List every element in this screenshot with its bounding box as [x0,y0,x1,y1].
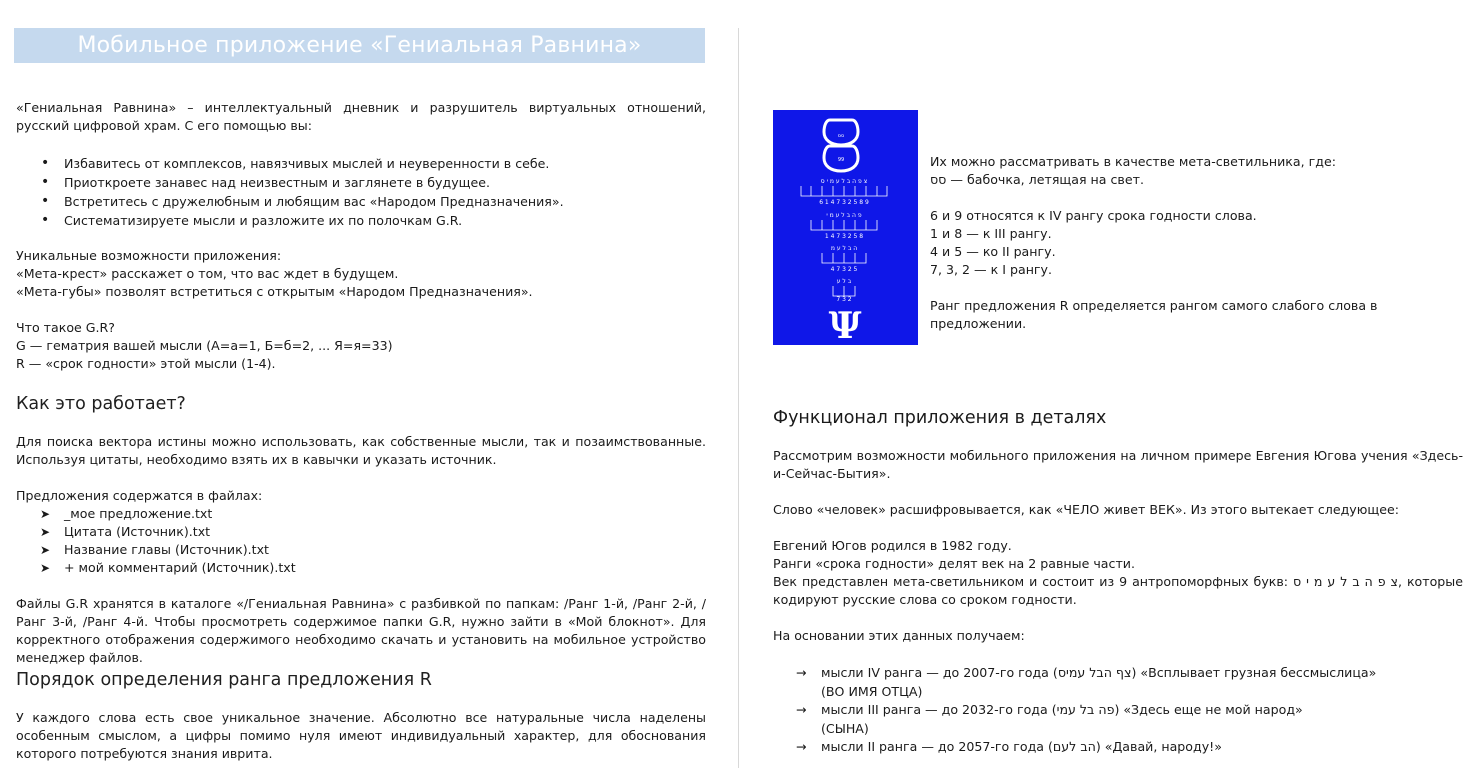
list-item: ➤ _мое предложение.txt [40,506,213,521]
list-item-sub: (ВО ИМЯ ОТЦА) [821,683,923,699]
lamp-digits-3: 7 3 2 [836,296,852,303]
feature-meta-cross: «Мета-крест» расскажет о том, что вас ждет в будущем. [16,266,399,281]
how-it-works-heading: Как это работает? [16,394,186,414]
svg-text:ה ב ל ע מ: ה ב ל ע מ [830,245,858,252]
arrow-bullet-icon: ➤ [40,543,51,557]
how-it-works-text: Для поиска вектора истины можно использовать, как собственные мысли, так и позаимствованные. Используя цитаты, необходимо взять их в кавычки и указать источник. [16,434,706,467]
benefits-list [64,154,564,230]
svg-text:פ ה ב ל ע מ י: פ ה ב ל ע מ י [826,212,862,219]
rank-3-line: 1 и 8 — к III рангу. [930,226,1052,241]
psi-icon: Ψ [828,305,862,345]
lamp-butterfly: סס — бабочка, летящая на свет. [930,172,1144,187]
list-item: → мысли IV ранга — до 2007-го года (צף הבל עמיס) «Всплывает грузная бессмыслица» [821,664,1461,683]
born-line: Евгений Югов родился в 1982 году. [773,538,1012,553]
arrow-bullet-icon: ➤ [40,561,51,575]
list-item: • Избавитесь от комплексов, навязчивых мыслей и неуверенности в себе. [64,154,564,173]
based-on-line: На основании этих данных получаем: [773,628,1025,643]
rank-4-line: 6 и 9 относятся к IV рангу срока годности слова. [930,208,1257,223]
right-page [739,0,1477,781]
thoughts-list [796,664,1461,757]
list-item: → мысли II ранга — до 2057-го года (הב לעם) «Давай, народу!» [821,738,1461,757]
list-item: ➤ + мой комментарий (Источник).txt [40,560,296,575]
list-item: • Систематизируете мысли и разложите их по полочкам G.R. [64,211,564,230]
svg-text:ב ל ע: ב ל ע [836,278,852,285]
feature-meta-lips: «Мета-губы» позволят встретиться с открытым «Народом Предназначения». [16,284,533,299]
functional-heading: Функционал приложения в деталях [773,408,1107,428]
rank-rule: Ранг предложения R определяется рангом самого слабого слова в предложении. [930,298,1378,331]
meta-lamp-graphic [773,110,918,345]
svg-text:צ פ ה ב ל ע מ י ס: צ פ ה ב ל ע מ י ס [820,178,868,185]
arrow-bullet-icon: ➤ [40,507,51,521]
features-title: Уникальные возможности приложения: [16,248,282,263]
meta-lamp-illustration [773,110,918,345]
document-title: Мобильное приложение «Гениальная Равнина» [14,28,705,63]
rank-2-line: 4 и 5 — ко II рангу. [930,244,1056,259]
list-item: ➤ Цитата (Источник).txt [40,524,211,539]
century-paragraph: Век представлен мета-светильником и состоит из 9 антропоморфных букв: צ פ ה ב ל ע מ י ס, которые кодируют русские слова со сроком годности. [773,574,1463,607]
lamp-row-9 [801,186,887,196]
files-intro: Предложения содержатся в файлах: [16,488,263,503]
right-arrow-icon: → [796,702,807,717]
right-arrow-icon: → [796,665,807,680]
lamp-digits-9: 6 1 4 7 3 2 5 8 9 [819,199,869,206]
lamp-row-7 [811,220,877,230]
rank-paragraph: У каждого слова есть свое уникальное значение. Абсолютно все натуральные числа наделены особенным смыслом, а цифры помимо нуля имеют индивидуальный характер, для обоснования которого потребуются знания иврита. [16,710,706,761]
list-item: • Приоткроете занавес над неизвестным и заглянете в будущее. [64,173,564,192]
functional-intro: Рассмотрим возможности мобильного приложения на личном примере Евгения Югова учения «Здесь-и-Сейчас-Бытия». [773,448,1463,481]
rank-order-heading: Порядок определения ранга предложения R [16,670,432,690]
svg-text:סס: סס [837,133,845,139]
list-item: → мысли III ранга — до 2032-го года (פה בל עמי) «Здесь еще не мой народ» [821,701,1461,720]
halves-line: Ранги «срока годности» делят век на 2 равные части. [773,556,1135,571]
files-list [40,505,296,577]
svg-text:99: 99 [837,157,845,163]
list-item-sub: (СЫНА) [821,720,869,736]
lamp-intro: Их можно рассматривать в качестве мета-светильника, где: [930,154,1336,169]
arrow-bullet-icon: ➤ [40,525,51,539]
rank-1-line: 7, 3, 2 — к I рангу. [930,262,1052,277]
list-item: ➤ Название главы (Источник).txt [40,542,269,557]
gr-question: Что такое G.R? [16,320,115,335]
lamp-digits-5: 4 7 3 2 5 [830,266,858,273]
lamp-row-5 [822,253,866,263]
lamp-row-3 [833,286,855,296]
storage-paragraph: Файлы G.R хранятся в каталоге «/Гениальная Равнина» с разбивкой по папкам: /Ранг 1-й, /Ранг 2-й, /Ранг 3-й, /Ранг 4-й. Чтобы просмотреть содержимое папки G.R, нужно зайти в «Мой блокнот». Для корректного отображения содержимого необходимо скачать и установить на мобильное устройство менеджер файлов. [16,596,706,665]
human-paragraph: Слово «человек» расшифровывается, как «ЧЕЛО живет ВЕК». Из этого вытекает следующее: [773,502,1399,517]
intro-paragraph: «Гениальная Равнина» – интеллектуальный дневник и разрушитель виртуальных отношений, русский цифровой храм. С его помощью вы: [16,100,706,133]
right-arrow-icon: → [796,739,807,754]
gr-r-definition: R — «срок годности» этой мысли (1-4). [16,356,276,371]
list-item: • Встретитесь с дружелюбным и любящим вас «Народом Предназначения». [64,192,564,211]
left-page [0,0,738,781]
lamp-explanation [930,153,1470,333]
gr-g-definition: G — гематрия вашей мысли (А=а=1, Б=б=2, ... Я=я=33) [16,338,393,353]
lamp-digits-7: 1 4 7 3 2 5 8 [824,233,864,240]
